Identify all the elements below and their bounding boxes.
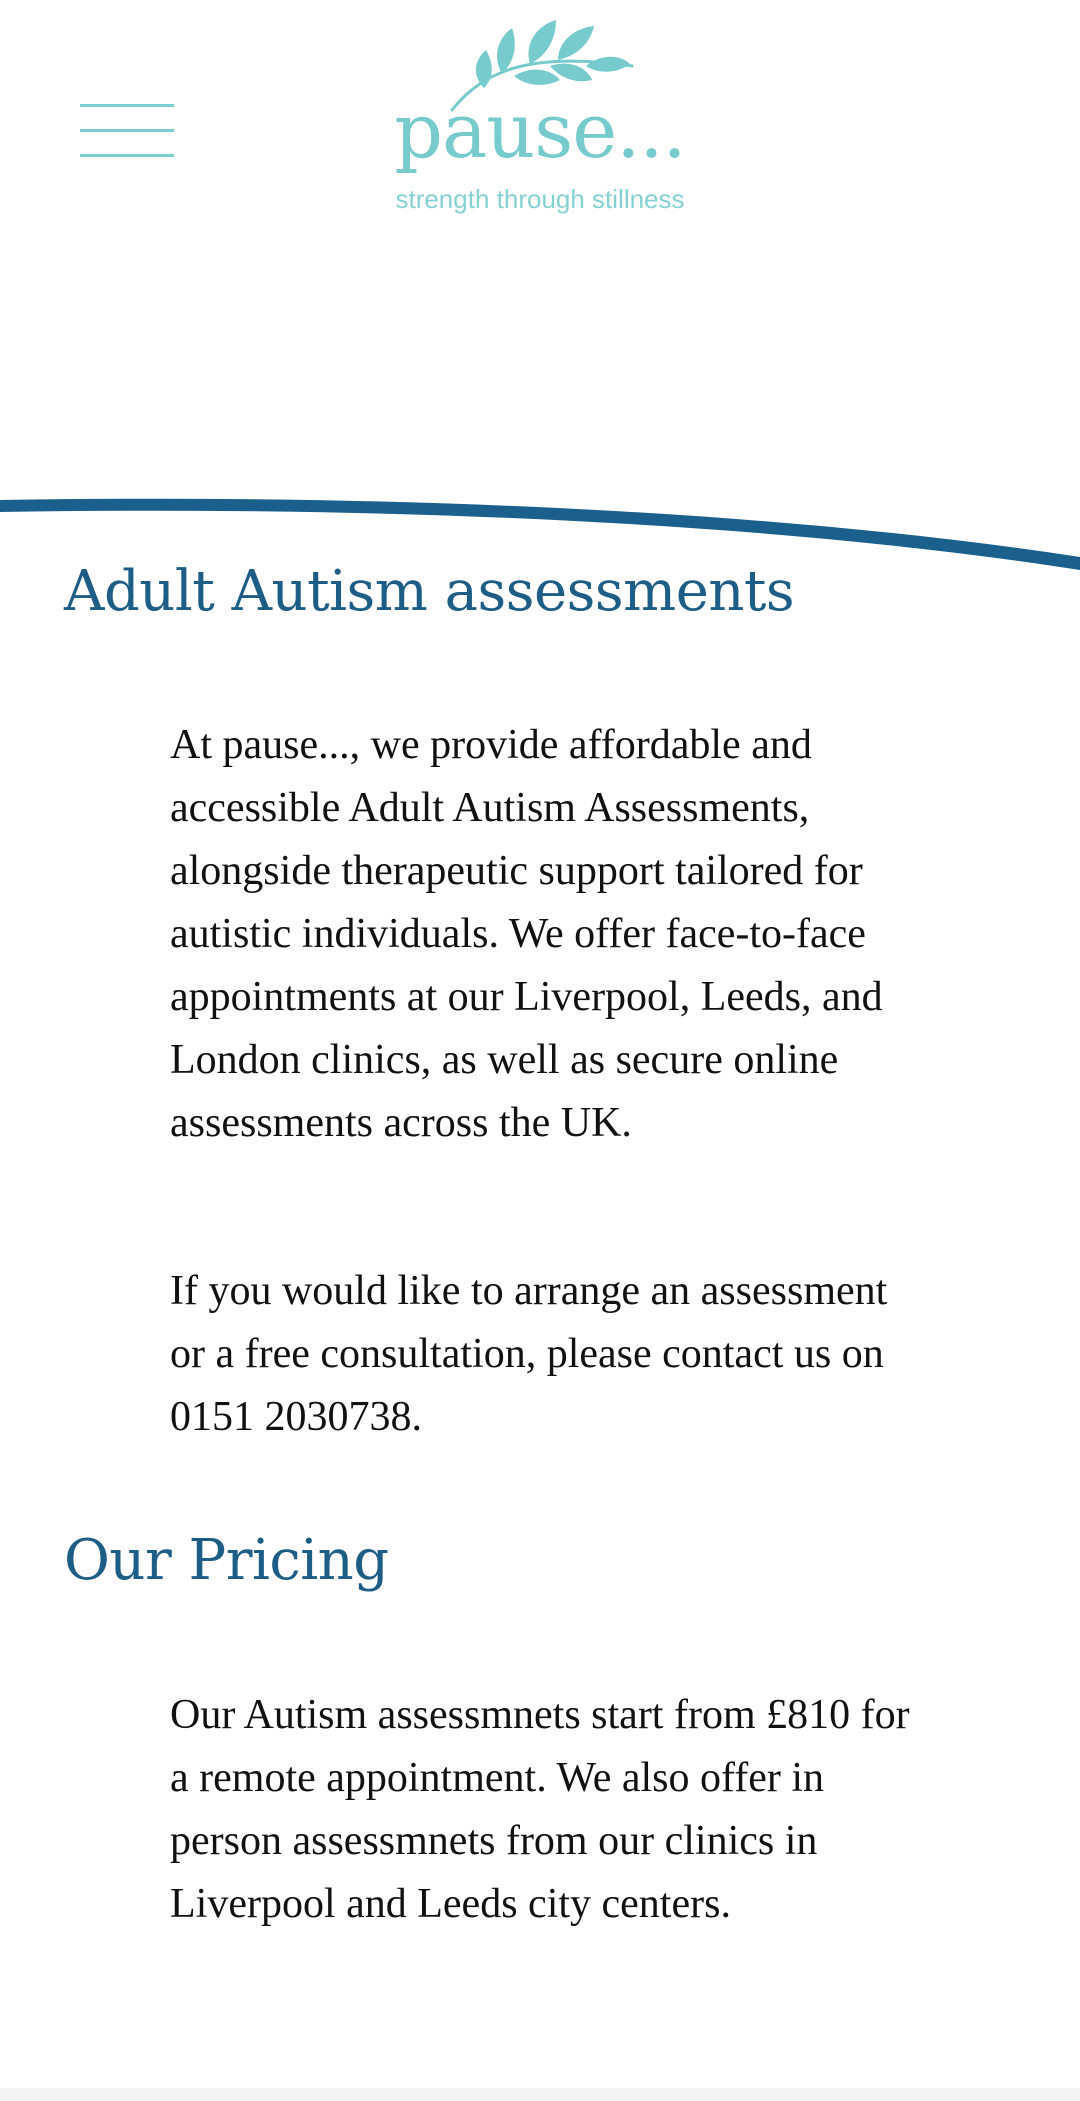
section-heading-pricing: Our Pricing (64, 1528, 389, 1593)
menu-bar (80, 154, 174, 157)
menu-bar (80, 129, 174, 132)
pricing-paragraph: Our Autism assessmnets start from £810 for a remote appointment. We also offer in person assessmnets from our clinics in Liverpool and Leeds city centers. (170, 1692, 910, 1927)
menu-bar (80, 104, 174, 107)
site-header (0, 0, 1080, 260)
intro-paragraph: At pause..., we provide affordable and accessible Adult Autism Assessments, alongside therapeutic support tailored for autistic individuals. We offer face-to-face appointments at our Liverpool, Leeds, and London clinics, as well as secure online assessments across the UK. (170, 722, 883, 1146)
logo-wordmark: pause... (394, 86, 686, 175)
site-logo[interactable] (370, 14, 710, 224)
bottom-edge (0, 2088, 1080, 2101)
hamburger-menu-icon[interactable] (80, 104, 174, 160)
section-heading-autism-assessments: Adult Autism assessments (64, 559, 795, 624)
logo-tagline: strength through stillness (395, 184, 685, 214)
contact-paragraph: If you would like to arrange an assessment or a free consultation, please contact us on 0151 2030738. (170, 1268, 888, 1440)
